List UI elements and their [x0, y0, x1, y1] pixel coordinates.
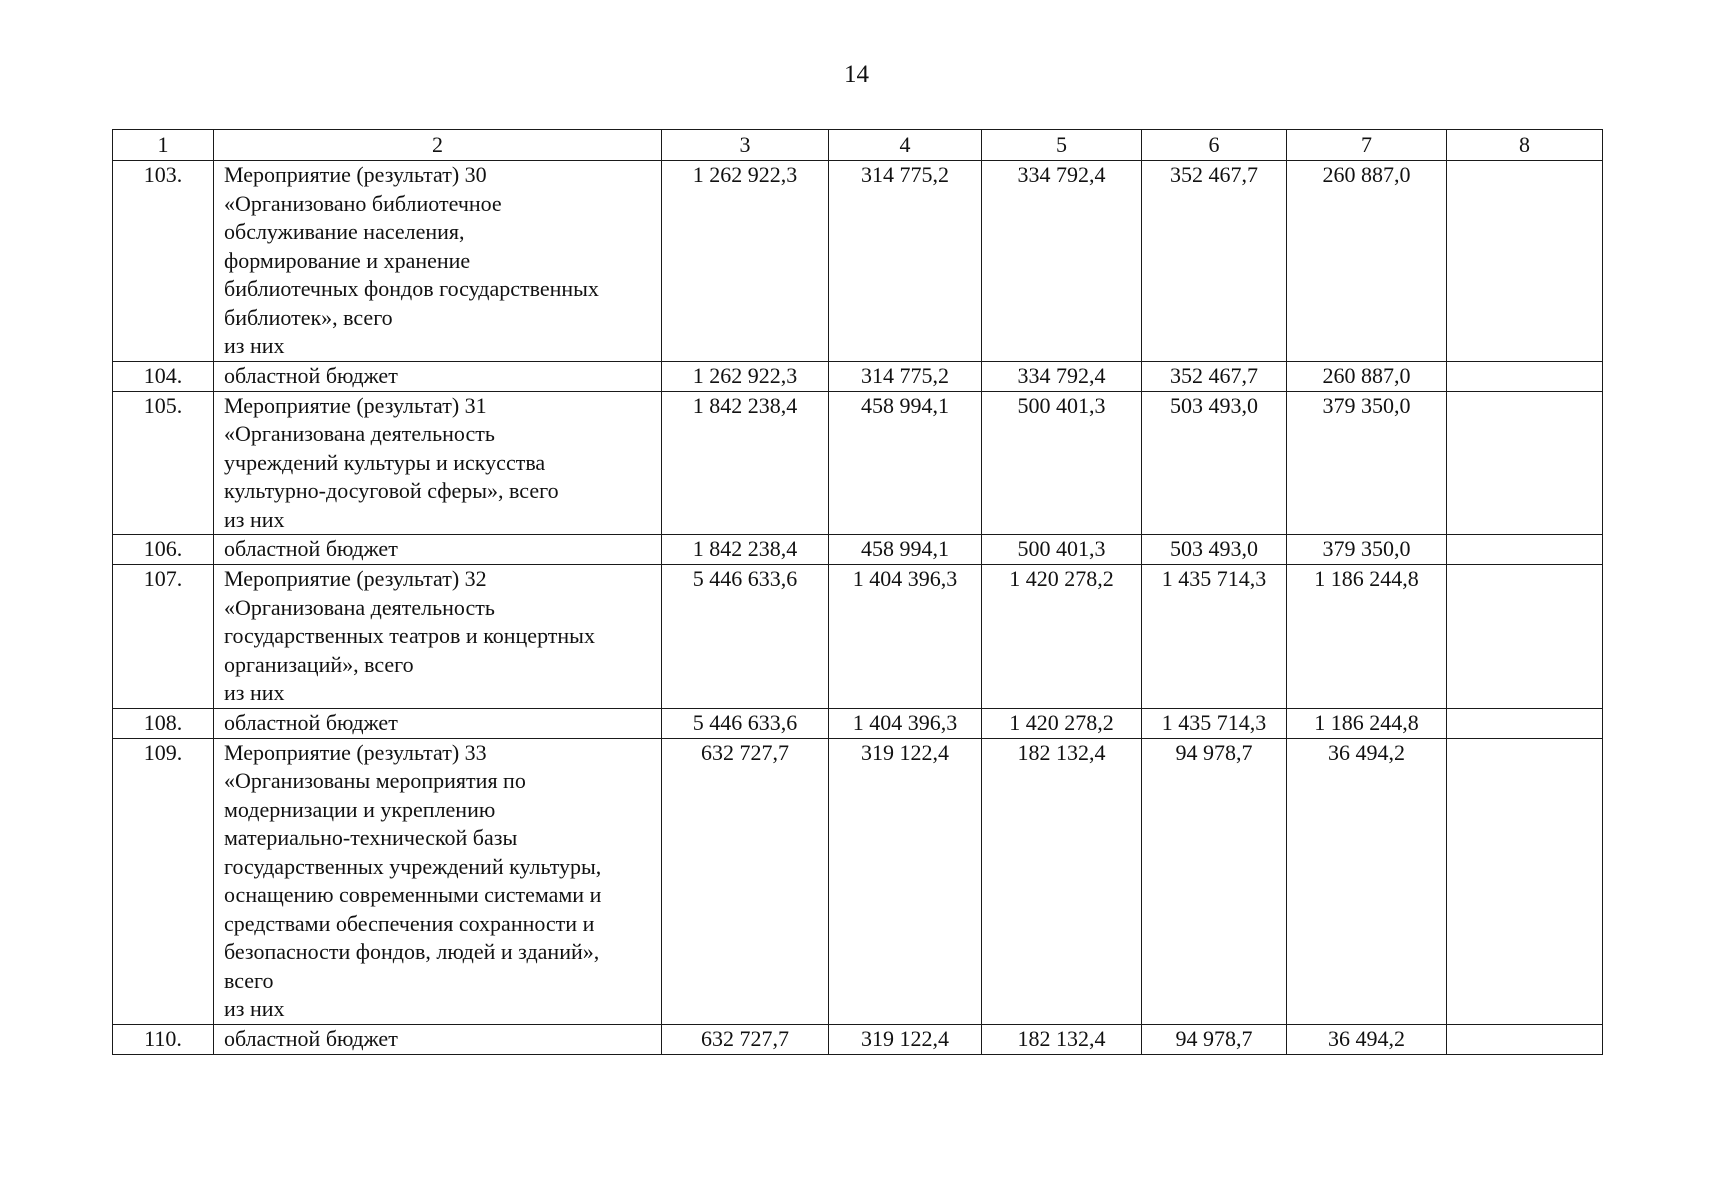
description-line: средствами обеспечения сохранности и	[224, 910, 595, 936]
description-line: оснащению современными системами и	[224, 882, 602, 907]
note-cell	[1447, 361, 1603, 391]
description-line: «Организованы мероприятия по	[224, 768, 526, 793]
amount-cell: 36 494,2	[1287, 1024, 1447, 1054]
description-line: всего	[224, 967, 274, 993]
row-description	[214, 565, 662, 709]
row-number: 106.	[113, 535, 214, 565]
amount-cell: 500 401,3	[982, 535, 1142, 565]
description-line: государственных театров и концертных	[224, 623, 595, 648]
amount-cell: 182 132,4	[982, 1024, 1142, 1054]
table-row	[113, 565, 1603, 709]
amount-cell: 352 467,7	[1142, 161, 1287, 362]
column-header: 4	[829, 130, 982, 161]
description-line: учреждений культуры и искусства	[224, 449, 546, 475]
table-row	[113, 708, 1603, 738]
description-line: из них	[224, 996, 285, 1021]
description-line: модернизации и укреплению	[224, 796, 496, 822]
amount-cell: 352 467,7	[1142, 361, 1287, 391]
row-number: 104.	[113, 361, 214, 391]
amount-cell: 94 978,7	[1142, 738, 1287, 1024]
amount-cell: 334 792,4	[982, 361, 1142, 391]
description-line: из них	[224, 333, 285, 358]
description-line: Мероприятие (результат) 32	[224, 566, 487, 591]
row-description	[214, 161, 662, 362]
amount-cell: 334 792,4	[982, 161, 1142, 362]
amount-cell: 319 122,4	[829, 1024, 982, 1054]
note-cell	[1447, 708, 1603, 738]
amount-cell: 1 435 714,3	[1142, 708, 1287, 738]
amount-cell: 1 420 278,2	[982, 708, 1142, 738]
amount-cell: 500 401,3	[982, 391, 1142, 535]
description-line: областной бюджет	[224, 362, 398, 388]
row-number: 103.	[113, 161, 214, 362]
amount-cell: 1 262 922,3	[662, 161, 829, 362]
amount-cell: 1 420 278,2	[982, 565, 1142, 709]
row-description	[214, 738, 662, 1024]
table-header-row	[113, 130, 1603, 161]
row-number: 107.	[113, 565, 214, 709]
table-row	[113, 738, 1603, 1024]
amount-cell: 1 842 238,4	[662, 391, 829, 535]
table-row	[113, 1024, 1603, 1054]
amount-cell: 379 350,0	[1287, 391, 1447, 535]
description-line: формирование и хранение	[224, 247, 471, 273]
note-cell	[1447, 535, 1603, 565]
row-description	[214, 361, 662, 391]
amount-cell: 503 493,0	[1142, 391, 1287, 535]
description-line: Мероприятие (результат) 30	[224, 162, 487, 187]
amount-cell: 503 493,0	[1142, 535, 1287, 565]
description-line: государственных учреждений культуры,	[224, 853, 602, 879]
description-line: областной бюджет	[224, 709, 398, 735]
amount-cell: 632 727,7	[662, 1024, 829, 1054]
row-number: 109.	[113, 738, 214, 1024]
description-line: областной бюджет	[224, 536, 398, 561]
column-header: 3	[662, 130, 829, 161]
amount-cell: 36 494,2	[1287, 738, 1447, 1024]
amount-cell: 260 887,0	[1287, 161, 1447, 362]
column-header: 1	[113, 130, 214, 161]
note-cell	[1447, 391, 1603, 535]
description-line: организаций», всего	[224, 651, 414, 677]
description-line: «Организовано библиотечное	[224, 190, 502, 216]
row-description	[214, 535, 662, 565]
description-line: обслуживание населения,	[224, 219, 465, 244]
page-number: 14	[844, 61, 869, 88]
amount-cell: 319 122,4	[829, 738, 982, 1024]
table-row	[113, 391, 1603, 535]
description-line: из них	[224, 680, 285, 705]
column-header: 8	[1447, 130, 1603, 161]
description-line: библиотечных фондов государственных	[224, 276, 599, 301]
row-description	[214, 391, 662, 535]
amount-cell: 1 435 714,3	[1142, 565, 1287, 709]
amount-cell: 260 887,0	[1287, 361, 1447, 391]
amount-cell: 458 994,1	[829, 391, 982, 535]
column-header: 7	[1287, 130, 1447, 161]
description-line: областной бюджет	[224, 1025, 398, 1051]
description-line: «Организована деятельность	[224, 594, 495, 620]
description-line: культурно-досуговой сферы», всего	[224, 478, 559, 503]
amount-cell: 379 350,0	[1287, 535, 1447, 565]
description-line: Мероприятие (результат) 31	[224, 392, 487, 418]
description-line: безопасности фондов, людей и зданий»,	[224, 939, 600, 964]
amount-cell: 1 404 396,3	[829, 565, 982, 709]
budget-table	[112, 129, 1603, 1055]
amount-cell: 182 132,4	[982, 738, 1142, 1024]
table-row	[113, 161, 1603, 362]
amount-cell: 314 775,2	[829, 361, 982, 391]
note-cell	[1447, 1024, 1603, 1054]
row-description	[214, 1024, 662, 1054]
amount-cell: 458 994,1	[829, 535, 982, 565]
amount-cell: 314 775,2	[829, 161, 982, 362]
table-body	[113, 161, 1603, 1055]
description-line: Мероприятие (результат) 33	[224, 739, 487, 765]
column-header: 5	[982, 130, 1142, 161]
row-description	[214, 708, 662, 738]
amount-cell: 5 446 633,6	[662, 565, 829, 709]
column-header: 2	[214, 130, 662, 161]
amount-cell: 94 978,7	[1142, 1024, 1287, 1054]
amount-cell: 1 842 238,4	[662, 535, 829, 565]
note-cell	[1447, 161, 1603, 362]
description-line: библиотек», всего	[224, 304, 393, 330]
description-line: материально-технической базы	[224, 825, 518, 850]
row-number: 105.	[113, 391, 214, 535]
note-cell	[1447, 738, 1603, 1024]
amount-cell: 5 446 633,6	[662, 708, 829, 738]
amount-cell: 1 404 396,3	[829, 708, 982, 738]
description-line: «Организована деятельность	[224, 421, 495, 446]
row-number: 108.	[113, 708, 214, 738]
description-line: из них	[224, 506, 285, 532]
table-row	[113, 361, 1603, 391]
amount-cell: 632 727,7	[662, 738, 829, 1024]
note-cell	[1447, 565, 1603, 709]
amount-cell: 1 186 244,8	[1287, 565, 1447, 709]
amount-cell: 1 186 244,8	[1287, 708, 1447, 738]
table-row	[113, 535, 1603, 565]
row-number: 110.	[113, 1024, 214, 1054]
amount-cell: 1 262 922,3	[662, 361, 829, 391]
column-header: 6	[1142, 130, 1287, 161]
